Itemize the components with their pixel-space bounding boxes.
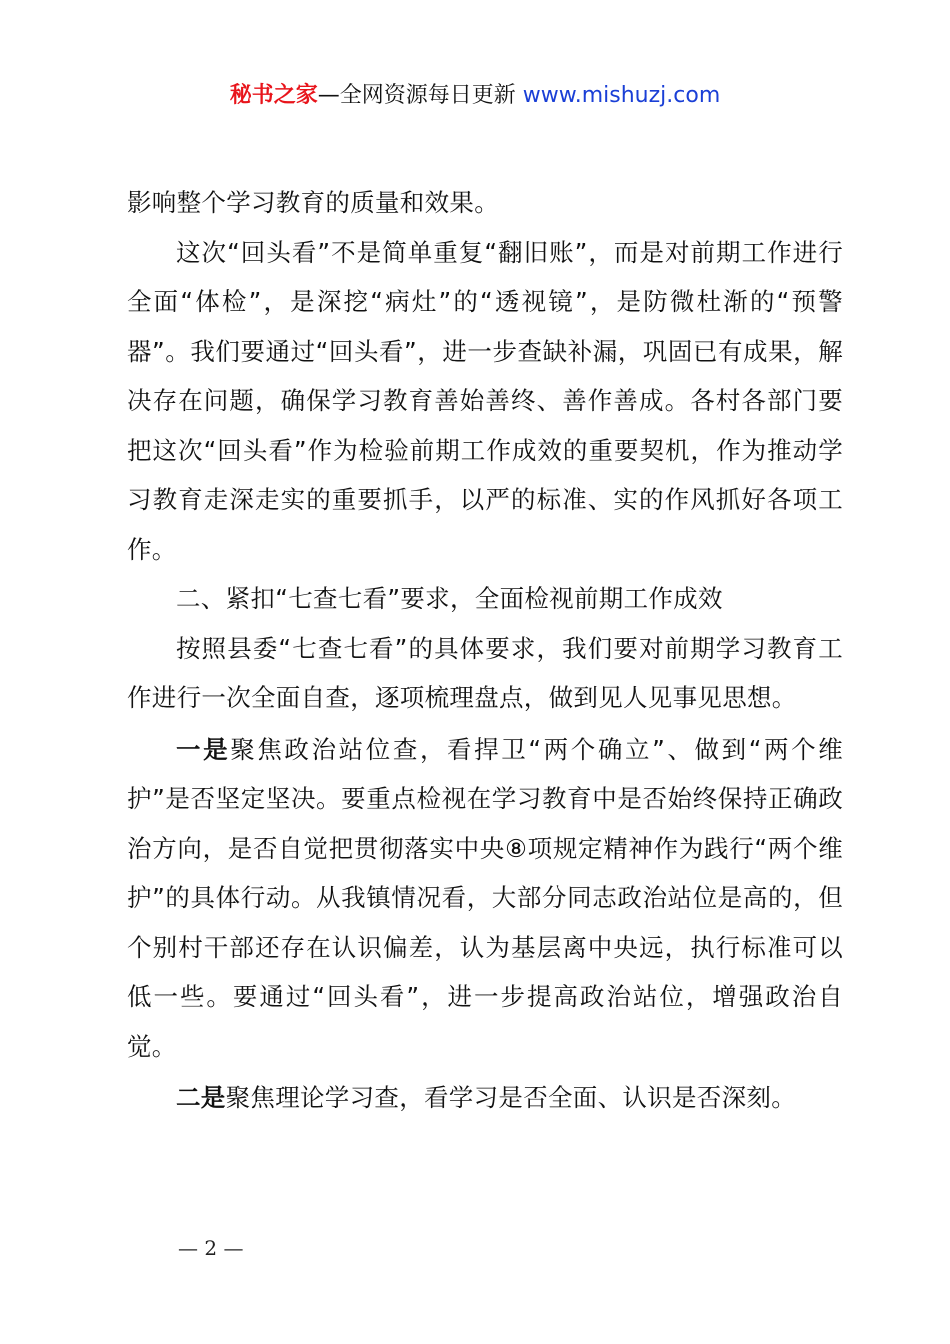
paragraph-continuation: 影响整个学习教育的质量和效果。	[127, 188, 499, 217]
paragraph-point-1	[127, 725, 843, 1072]
brand-name: 秘书之家	[229, 83, 318, 108]
paragraph-point-2	[127, 1073, 843, 1123]
paragraph-review-purpose: 这次“回头看”不是简单重复“翻旧账”，而是对前期工作进行全面“体检”，是深挖“病灶”的“透视镜”，是防微杜渐的“预警器”。我们要通过“回头看”，进一步查缺补漏，巩固已有成果，解决存在问题，确保学习教育善始善终、善作善成。各村各部门要把这次“回头看”作为检验前期工作成效的重要契机，作为推动学习教育走深走实的重要抓手，以严的标准、实的作风抓好各项工作。	[127, 237, 843, 564]
site-header	[0, 80, 950, 112]
point-2-body: 聚焦理论学习查，看学习是否全面、认识是否深刻。	[225, 1083, 797, 1112]
document-body	[127, 178, 843, 1123]
paragraph-self-check: 按照县委“七查七看”的具体要求，我们要对前期学习教育工作进行一次全面自查，逐项梳理盘点，做到见人见事见思想。	[127, 633, 843, 712]
section-heading-2: 二、紧扣“七查七看”要求，全面检视前期工作成效	[176, 584, 723, 613]
point-1-lead: 一是	[176, 734, 231, 764]
page-number: — 2 —	[178, 1236, 244, 1260]
website-link[interactable]: www.mishuzj.com	[522, 83, 721, 108]
point-2-lead: 二是	[176, 1083, 226, 1112]
point-1-body: 聚焦政治站位查，看捍卫“两个确立”、做到“两个维护”是否坚定坚决。要重点检视在学习教育中是否始终保持正确政治方向，是否自觉把贯彻落实中央⑧项规定精神作为践行“两个维护”的具体行动。从我镇情况看，大部分同志政治站位是高的，但个别村干部还存在认识偏差，认为基层离中央远，执行标准可以低一些。要通过“回头看”，进一步提高政治站位，增强政治自觉。	[127, 734, 843, 1061]
header-tagline: —全网资源每日更新	[317, 83, 523, 108]
